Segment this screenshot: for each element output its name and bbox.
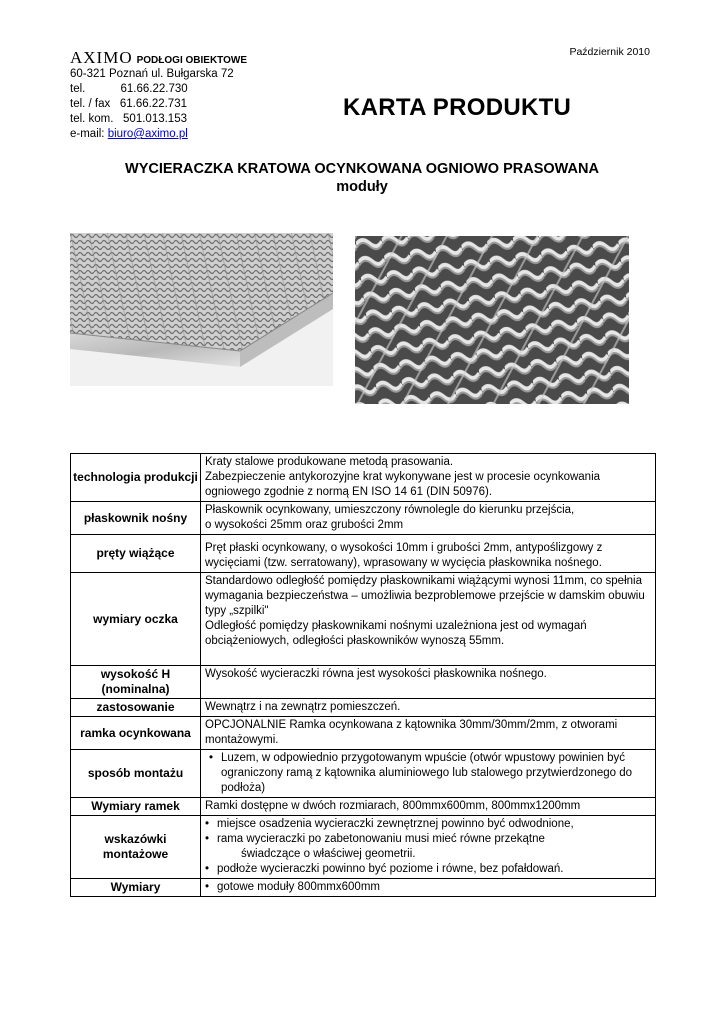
spec-label: zastosowanie	[71, 699, 201, 717]
spec-label: Wymiary ramek	[71, 798, 201, 816]
spec-line: Wewnątrz i na zewnątrz pomieszczeń.	[205, 701, 401, 713]
page-title: KARTA PRODUKTU	[343, 94, 572, 121]
spec-row-prety	[71, 535, 656, 573]
spec-label: ramka ocynkowana	[71, 717, 201, 750]
spec-row-ramka	[71, 717, 656, 750]
spec-line: Standardowo odległość pomiędzy płaskownikami wiążącymi wynosi 11mm, co spełnia wymagania bezpieczeństwa – umożliwia bezproblemowe przejście w damskim obuwiu typy „szpilki"	[205, 575, 645, 617]
spec-bullet: • rama wycieraczki po zabetonowaniu musi mieć równe przekątne	[205, 832, 651, 847]
spec-bullet: • gotowe moduły 800mmx600mm	[205, 880, 651, 895]
company-logo	[70, 48, 247, 68]
spec-value	[201, 717, 656, 750]
spec-value	[201, 879, 656, 897]
brand-subtitle: PODŁOGI OBIEKTOWE	[136, 55, 247, 66]
spec-line: OPCJONALNIE Ramka ocynkowana z kątownika 30mm/30mm/2mm, z otworami montażowymi.	[205, 719, 618, 746]
spec-line: o wysokości 25mm oraz grubości 2mm	[205, 519, 404, 531]
spec-table	[70, 453, 656, 897]
spec-label: technologia produkcji	[71, 454, 201, 502]
spec-value	[201, 798, 656, 816]
spec-line: Odległość pomiędzy płaskownikami nośnymi uzależniona jest od wymagań obciążeniowych, odległości płaskowników wynoszą 55mm.	[205, 620, 587, 647]
product-photo-closeup	[355, 236, 629, 404]
spec-row-wskazowki	[71, 816, 656, 879]
spec-line: Płaskownik ocynkowany, umieszczony równolegle do kierunku przejścia,	[205, 504, 575, 516]
product-subtitle: moduły	[336, 179, 388, 195]
spec-label: płaskownik nośny	[71, 502, 201, 535]
spec-label: Wymiary	[71, 879, 201, 897]
spec-line: Wysokość wycieraczki równa jest wysokości płaskownika nośnego.	[205, 668, 547, 680]
spec-line: Pręt płaski ocynkowany, o wysokości 10mm i grubości 2mm, antypoślizgowy z wycięciami (tzw. serratowany), wprasowany w wycięcia płaskownika nośnego.	[205, 542, 603, 569]
spec-value	[201, 454, 656, 502]
mobile-phone: tel. kom. 501.013.153	[70, 113, 187, 125]
spec-label: wskazówki montażowe	[71, 816, 201, 879]
brand-name: AXIMO	[70, 48, 133, 67]
spec-row-technologia	[71, 454, 656, 502]
spec-line: Zabezpieczenie antykorozyjne krat wykonywane jest w procesie ocynkowania ogniowego zgodnie z normą EN ISO 14 61 (DIN 50976).	[205, 471, 601, 498]
spec-bullet: • podłoże wycieraczki powinno być poziome i równe, bez pofałdowań.	[205, 862, 651, 877]
spec-value	[201, 666, 656, 699]
spec-row-ramki	[71, 798, 656, 816]
spec-line: świadczące o właściwej geometrii.	[241, 848, 416, 860]
spec-row-wymiary	[71, 879, 656, 897]
spec-bullet: • miejsce osadzenia wycieraczki zewnętrznej powinno być odwodnione,	[205, 817, 651, 832]
spec-label: wymiary oczka	[71, 573, 201, 666]
spec-row-zastosowanie	[71, 699, 656, 717]
email-link[interactable]: biuro@aximo.pl	[107, 128, 188, 140]
spec-row-plaskownik	[71, 502, 656, 535]
phone: tel. 61.66.22.730	[70, 83, 188, 95]
email-label: e-mail:	[70, 128, 108, 140]
email-row	[70, 127, 234, 142]
spec-value	[201, 699, 656, 717]
contact-block	[70, 67, 234, 142]
spec-value	[201, 816, 656, 879]
spec-label: pręty wiążące	[71, 535, 201, 573]
spec-value	[201, 750, 656, 798]
spec-value	[201, 535, 656, 573]
fax: tel. / fax 61.66.22.731	[70, 98, 187, 110]
spec-row-wysokosc	[71, 666, 656, 699]
product-photo-panel	[70, 233, 333, 386]
spec-bullet: • Luzem, w odpowiednio przygotowanym wpuście (otwór wpustowy powinien być ograniczony ramą z kątownika aluminiowego lub stalowego przytwierdzonego do podłoża)	[209, 751, 651, 796]
product-title-block	[0, 160, 724, 196]
spec-line: Kraty stalowe produkowane metodą prasowania.	[205, 456, 454, 468]
spec-label: wysokość H (nominalna)	[71, 666, 201, 699]
product-title: WYCIERACZKA KRATOWA OCYNKOWANA OGNIOWO PRASOWANA	[125, 161, 599, 177]
spec-value	[201, 502, 656, 535]
address: 60-321 Poznań ul. Bułgarska 72	[70, 68, 234, 80]
document-date: Październik 2010	[569, 46, 650, 58]
spec-row-montaz	[71, 750, 656, 798]
spec-label: sposób montażu	[71, 750, 201, 798]
spec-row-oczka	[71, 573, 656, 666]
spec-value	[201, 573, 656, 666]
spec-line: Ramki dostępne w dwóch rozmiarach, 800mmx600mm, 800mmx1200mm	[205, 800, 581, 812]
